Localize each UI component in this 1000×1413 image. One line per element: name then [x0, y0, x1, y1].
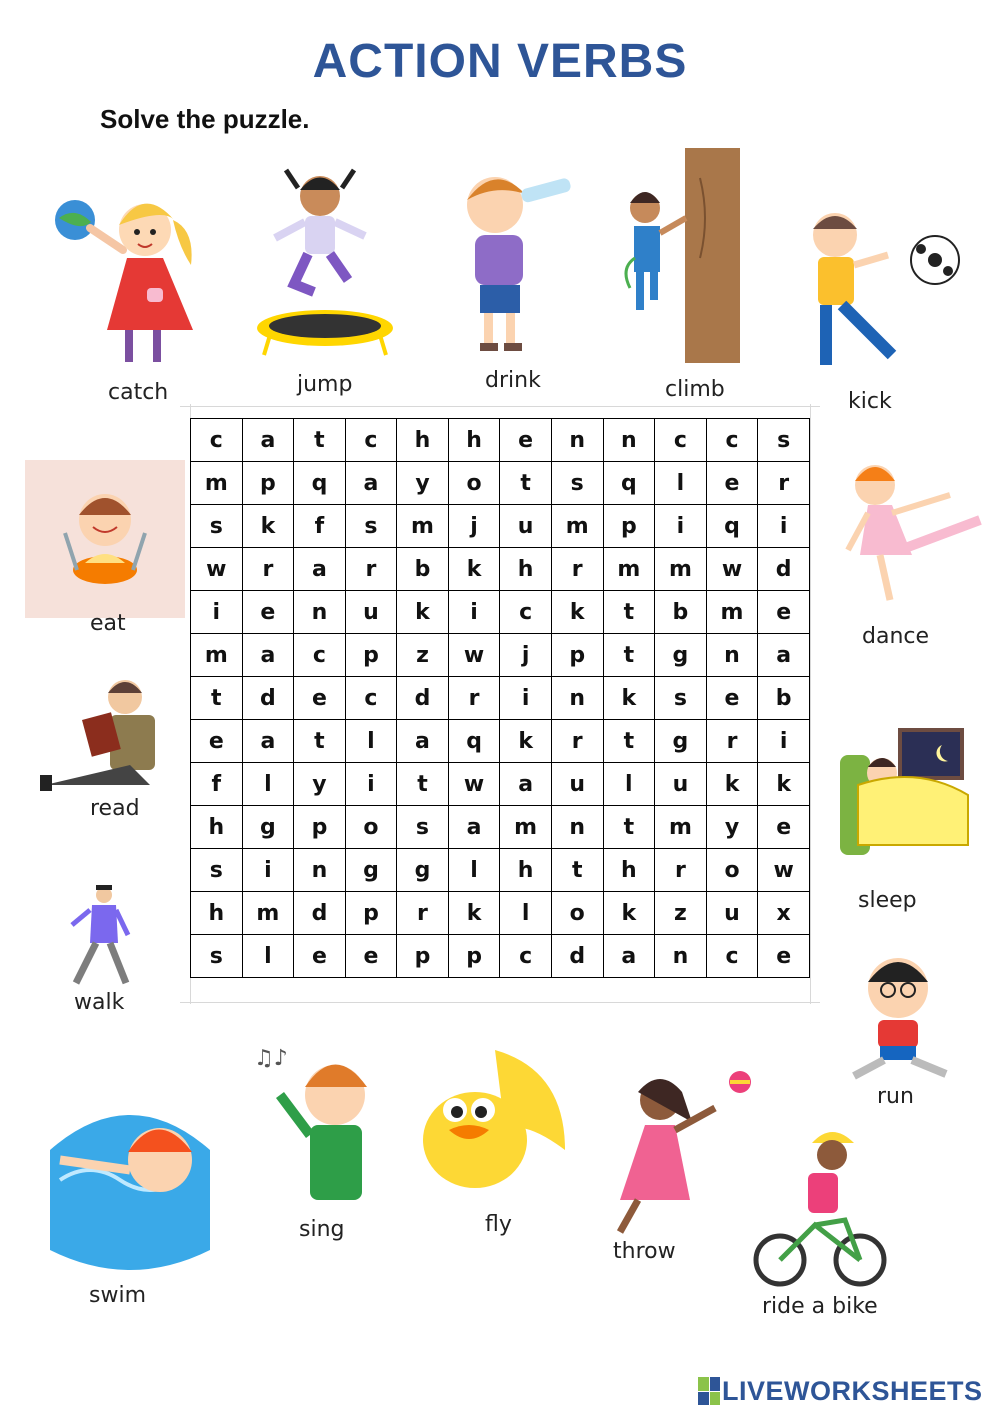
grid-cell[interactable]: h — [191, 806, 243, 849]
grid-cell[interactable]: p — [345, 892, 397, 935]
grid-cell[interactable]: e — [345, 935, 397, 978]
grid-cell[interactable]: q — [448, 720, 500, 763]
grid-cell[interactable]: r — [345, 548, 397, 591]
grid-cell[interactable]: e — [191, 720, 243, 763]
grid-cell[interactable]: a — [242, 419, 294, 462]
grid-cell[interactable]: c — [706, 419, 758, 462]
grid-cell[interactable]: u — [345, 591, 397, 634]
grid-cell[interactable]: p — [345, 634, 397, 677]
grid-cell[interactable]: p — [397, 935, 449, 978]
grid-cell[interactable]: r — [551, 548, 603, 591]
grid-cell[interactable]: f — [294, 505, 346, 548]
grid-cell[interactable]: e — [706, 462, 758, 505]
grid-cell[interactable]: h — [603, 849, 655, 892]
grid-cell[interactable]: b — [397, 548, 449, 591]
grid-cell[interactable]: t — [603, 591, 655, 634]
grid-cell[interactable]: g — [655, 634, 707, 677]
grid-cell[interactable]: a — [603, 935, 655, 978]
svg-text:♫♪: ♫♪ — [254, 1046, 288, 1071]
grid-cell[interactable]: t — [191, 677, 243, 720]
grid-cell[interactable]: c — [345, 677, 397, 720]
grid-row — [191, 720, 810, 763]
grid-cell[interactable]: w — [191, 548, 243, 591]
grid-cell[interactable]: l — [242, 935, 294, 978]
grid-cell[interactable]: r — [551, 720, 603, 763]
grid-cell[interactable]: p — [603, 505, 655, 548]
grid-cell[interactable]: p — [448, 935, 500, 978]
grid-row — [191, 634, 810, 677]
grid-row — [191, 548, 810, 591]
grid-cell[interactable]: i — [500, 677, 552, 720]
grid-cell[interactable]: c — [706, 935, 758, 978]
grid-cell[interactable]: m — [191, 462, 243, 505]
label-fly: fly — [485, 1212, 512, 1237]
grid-cell[interactable]: t — [603, 806, 655, 849]
grid-cell[interactable]: p — [242, 462, 294, 505]
catch-illustration — [45, 180, 215, 375]
grid-row — [191, 591, 810, 634]
grid-cell[interactable]: h — [191, 892, 243, 935]
grid-cell[interactable]: c — [191, 419, 243, 462]
grid-cell[interactable]: c — [500, 591, 552, 634]
grid-cell[interactable]: i — [345, 763, 397, 806]
grid-cell[interactable]: t — [603, 720, 655, 763]
grid-cell[interactable]: m — [603, 548, 655, 591]
grid-cell[interactable]: k — [706, 763, 758, 806]
grid-cell[interactable]: a — [448, 806, 500, 849]
run-illustration — [838, 950, 968, 1085]
throw-illustration — [600, 1070, 760, 1240]
label-jump: jump — [297, 372, 353, 397]
grid-cell[interactable]: s — [397, 806, 449, 849]
footer-logo — [698, 1374, 983, 1408]
grid-cell[interactable]: s — [551, 462, 603, 505]
grid-cell[interactable]: k — [603, 892, 655, 935]
label-sing: sing — [299, 1217, 345, 1242]
grid-cell[interactable]: e — [294, 677, 346, 720]
grid-cell[interactable]: w — [448, 763, 500, 806]
grid-cell[interactable]: m — [706, 591, 758, 634]
grid-cell[interactable]: e — [758, 935, 810, 978]
grid-cell[interactable]: y — [294, 763, 346, 806]
guide-line — [810, 404, 811, 1004]
grid-cell[interactable]: g — [345, 849, 397, 892]
grid-cell[interactable]: i — [655, 505, 707, 548]
grid-cell[interactable]: g — [242, 806, 294, 849]
grid-cell[interactable]: n — [706, 634, 758, 677]
grid-cell[interactable]: c — [294, 634, 346, 677]
grid-cell[interactable]: k — [603, 677, 655, 720]
grid-cell[interactable]: a — [397, 720, 449, 763]
label-read: read — [90, 796, 140, 821]
fly-illustration — [415, 1030, 575, 1195]
grid-cell[interactable]: l — [655, 462, 707, 505]
grid-row — [191, 677, 810, 720]
dance-illustration — [840, 455, 990, 610]
grid-cell[interactable]: s — [191, 849, 243, 892]
grid-cell[interactable]: n — [603, 419, 655, 462]
grid-cell[interactable]: i — [448, 591, 500, 634]
grid-cell[interactable]: h — [500, 548, 552, 591]
grid-row — [191, 462, 810, 505]
grid-cell[interactable]: m — [191, 634, 243, 677]
grid-cell[interactable]: q — [603, 462, 655, 505]
grid-cell[interactable]: a — [242, 634, 294, 677]
grid-row — [191, 505, 810, 548]
grid-cell[interactable]: k — [500, 720, 552, 763]
label-walk: walk — [74, 990, 125, 1015]
grid-cell[interactable]: k — [242, 505, 294, 548]
grid-cell[interactable]: a — [242, 720, 294, 763]
sing-illustration — [250, 1035, 390, 1210]
grid-cell[interactable]: j — [500, 634, 552, 677]
grid-cell[interactable]: h — [448, 419, 500, 462]
grid-cell[interactable]: m — [551, 505, 603, 548]
grid-cell[interactable]: r — [242, 548, 294, 591]
grid-cell[interactable]: l — [448, 849, 500, 892]
grid-cell[interactable]: p — [294, 806, 346, 849]
grid-cell[interactable]: l — [603, 763, 655, 806]
jump-illustration — [250, 160, 400, 360]
grid-cell[interactable]: k — [758, 763, 810, 806]
kick-illustration — [790, 205, 965, 390]
grid-cell[interactable]: u — [551, 763, 603, 806]
grid-cell[interactable]: s — [345, 505, 397, 548]
grid-cell[interactable]: y — [706, 806, 758, 849]
grid-cell[interactable]: a — [294, 548, 346, 591]
grid-cell[interactable]: m — [655, 806, 707, 849]
grid-row — [191, 763, 810, 806]
grid-cell[interactable]: r — [397, 892, 449, 935]
grid-cell[interactable]: b — [655, 591, 707, 634]
grid-cell[interactable]: w — [758, 849, 810, 892]
grid-cell[interactable]: n — [551, 419, 603, 462]
grid-cell[interactable]: z — [655, 892, 707, 935]
grid-cell[interactable]: w — [706, 548, 758, 591]
label-dance: dance — [862, 624, 930, 649]
grid-cell[interactable]: q — [294, 462, 346, 505]
grid-cell[interactable]: d — [242, 677, 294, 720]
eat-illustration — [55, 475, 155, 605]
grid-cell[interactable]: s — [191, 505, 243, 548]
drink-illustration — [440, 160, 590, 360]
grid-cell[interactable]: s — [191, 935, 243, 978]
grid-cell[interactable]: z — [397, 634, 449, 677]
liveworksheets-logo-icon — [698, 1377, 720, 1405]
grid-cell[interactable]: l — [345, 720, 397, 763]
grid-cell[interactable]: d — [758, 548, 810, 591]
grid-cell[interactable]: m — [242, 892, 294, 935]
grid-cell[interactable]: c — [500, 935, 552, 978]
grid-cell[interactable]: f — [191, 763, 243, 806]
grid-cell[interactable]: o — [706, 849, 758, 892]
grid-cell[interactable]: r — [758, 462, 810, 505]
grid-cell[interactable]: l — [242, 763, 294, 806]
grid-cell[interactable]: e — [500, 419, 552, 462]
sleep-illustration — [838, 725, 970, 865]
label-throw: throw — [613, 1239, 676, 1264]
guide-line — [180, 1002, 820, 1003]
guide-line — [180, 406, 820, 407]
grid-cell[interactable]: s — [655, 677, 707, 720]
grid-cell[interactable]: j — [448, 505, 500, 548]
grid-cell[interactable]: r — [706, 720, 758, 763]
label-run: run — [877, 1084, 914, 1109]
grid-cell[interactable]: w — [448, 634, 500, 677]
grid-cell[interactable]: o — [551, 892, 603, 935]
grid-cell[interactable]: e — [758, 591, 810, 634]
grid-cell[interactable]: o — [345, 806, 397, 849]
grid-cell[interactable]: m — [397, 505, 449, 548]
grid-cell[interactable]: a — [758, 634, 810, 677]
label-sleep: sleep — [858, 888, 917, 913]
grid-row — [191, 849, 810, 892]
word-search-puzzle — [190, 418, 810, 990]
ride-a-bike-illustration — [750, 1125, 890, 1295]
grid-cell[interactable]: t — [294, 419, 346, 462]
grid-cell[interactable]: e — [242, 591, 294, 634]
climb-illustration — [620, 148, 770, 363]
grid-cell[interactable]: u — [500, 505, 552, 548]
grid-cell[interactable]: m — [500, 806, 552, 849]
grid-cell[interactable]: r — [655, 849, 707, 892]
grid-cell[interactable]: q — [706, 505, 758, 548]
grid-cell[interactable]: n — [655, 935, 707, 978]
grid-cell[interactable]: n — [551, 677, 603, 720]
label-catch: catch — [108, 380, 169, 405]
page-title: ACTION VERBS — [312, 35, 688, 88]
grid-cell[interactable]: y — [397, 462, 449, 505]
grid-cell[interactable]: g — [655, 720, 707, 763]
grid-cell[interactable]: a — [500, 763, 552, 806]
grid-cell[interactable]: t — [294, 720, 346, 763]
grid-cell[interactable]: b — [758, 677, 810, 720]
grid-cell[interactable]: t — [500, 462, 552, 505]
grid-cell[interactable]: g — [397, 849, 449, 892]
grid-cell[interactable]: k — [551, 591, 603, 634]
grid-cell[interactable]: i — [758, 720, 810, 763]
grid-cell[interactable]: i — [191, 591, 243, 634]
grid-cell[interactable]: d — [397, 677, 449, 720]
grid-cell[interactable]: t — [603, 634, 655, 677]
grid-cell[interactable]: p — [551, 634, 603, 677]
read-illustration — [40, 675, 170, 800]
grid-cell[interactable]: l — [500, 892, 552, 935]
grid-cell[interactable]: k — [448, 892, 500, 935]
grid-cell[interactable]: h — [500, 849, 552, 892]
grid-cell[interactable]: k — [448, 548, 500, 591]
grid-cell[interactable]: e — [294, 935, 346, 978]
walk-illustration — [60, 885, 135, 990]
grid-cell[interactable]: t — [397, 763, 449, 806]
grid-cell[interactable]: t — [551, 849, 603, 892]
label-drink: drink — [485, 368, 541, 393]
grid-cell[interactable]: n — [294, 849, 346, 892]
label-eat: eat — [90, 611, 126, 636]
grid-cell[interactable]: s — [758, 419, 810, 462]
label-climb: climb — [665, 377, 725, 402]
label-ride-a-bike: ride a bike — [762, 1294, 878, 1319]
grid-cell[interactable]: h — [397, 419, 449, 462]
grid-cell[interactable]: c — [655, 419, 707, 462]
swim-illustration — [40, 1090, 215, 1275]
word-search-grid — [190, 418, 810, 978]
grid-cell[interactable]: d — [294, 892, 346, 935]
grid-row — [191, 419, 810, 462]
grid-cell[interactable]: n — [294, 591, 346, 634]
grid-cell[interactable]: d — [551, 935, 603, 978]
grid-cell[interactable]: u — [655, 763, 707, 806]
grid-cell[interactable]: i — [242, 849, 294, 892]
grid-cell[interactable]: o — [448, 462, 500, 505]
grid-cell[interactable]: r — [448, 677, 500, 720]
grid-cell[interactable]: e — [706, 677, 758, 720]
grid-cell[interactable]: e — [758, 806, 810, 849]
grid-cell[interactable]: u — [706, 892, 758, 935]
grid-row — [191, 935, 810, 978]
grid-cell[interactable]: a — [345, 462, 397, 505]
grid-cell[interactable]: x — [758, 892, 810, 935]
grid-row — [191, 806, 810, 849]
grid-cell[interactable]: k — [397, 591, 449, 634]
grid-cell[interactable]: c — [345, 419, 397, 462]
label-swim: swim — [89, 1283, 146, 1308]
grid-cell[interactable]: n — [551, 806, 603, 849]
instruction: Solve the puzzle. — [100, 104, 310, 134]
grid-row — [191, 892, 810, 935]
grid-cell[interactable]: i — [758, 505, 810, 548]
brand-name: LIVEWORKSHEETS — [722, 1375, 983, 1406]
label-kick: kick — [848, 389, 892, 414]
grid-cell[interactable]: m — [655, 548, 707, 591]
